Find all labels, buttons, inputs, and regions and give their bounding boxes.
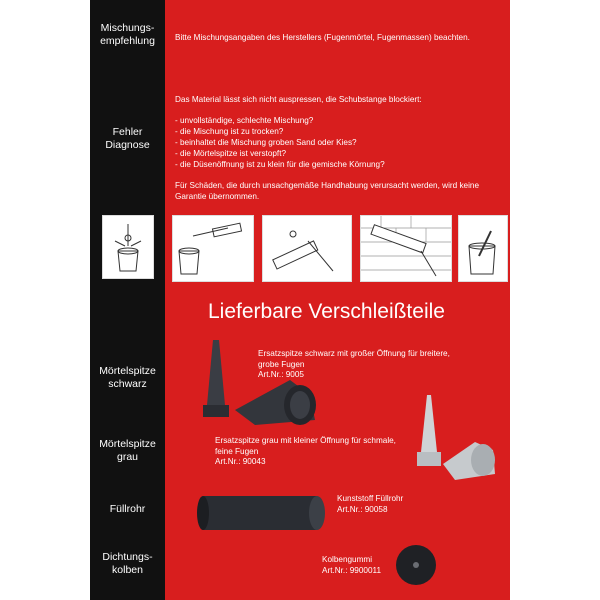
illustration-panel-mixing — [172, 215, 254, 282]
sidebar — [90, 0, 165, 600]
sidebar-label-mischung: Mischungs- empfehlung — [100, 22, 155, 47]
part-caption-schwarz: Ersatzspitze schwarz mit großer Öffnung für breitere, grobe Fugen Art.Nr.: 9005 — [258, 349, 450, 379]
illustration-panel-loading — [262, 215, 352, 282]
sidebar-label-fehler: Fehler Diagnose — [105, 126, 150, 151]
sidebar-label-spitze-grau: Mörtelspitze grau — [99, 438, 156, 463]
diagnose-item: - die Mischung ist zu trocken? — [175, 127, 284, 136]
part-caption-kolben: Kolbengummi Art.Nr.: 9900011 — [322, 555, 382, 575]
warranty-line: Garantie übernommen. — [175, 192, 260, 201]
illustration-panel-wall — [360, 215, 452, 282]
piston-rubber-image — [394, 543, 439, 593]
sidebar-label-kolben: Dichtungs- kolben — [102, 551, 153, 576]
warranty-line: Für Schäden, die durch unsachgemäße Handhabung verursacht werden, wird keine — [175, 181, 480, 190]
fill-tube-image — [195, 490, 330, 540]
illustration-panel-cleaning — [458, 215, 508, 282]
mischung-text: Bitte Mischungsangaben des Herstellers (Fugenmörtel, Fugenmassen) beachten. — [175, 33, 470, 42]
diagnose-item: - unvollständige, schlechte Mischung? — [175, 116, 314, 125]
part-caption-rohr: Kunststoff Füllrohr Art.Nr.: 90058 — [337, 494, 404, 514]
diagnose-intro: Das Material lässt sich nicht auspressen, die Schubstange blockiert: — [175, 95, 422, 104]
sidebar-label-spitze-schwarz: Mörtelspitze schwarz — [99, 365, 156, 390]
grey-nozzle-image — [405, 392, 500, 487]
section-heading: Lieferbare Verschleißteile — [208, 300, 445, 323]
diagnose-item: - die Mörtelspitze ist verstopft? — [175, 149, 287, 158]
sidebar-illustration — [102, 215, 154, 279]
sidebar-label-fuellrohr: Füllrohr — [109, 503, 146, 515]
diagnose-item: - beinhaltet die Mischung groben Sand oder Kies? — [175, 138, 357, 147]
part-caption-grau: Ersatzspitze grau mit kleiner Öffnung für schmale, feine Fugen Art.Nr.: 90043 — [215, 436, 396, 466]
diagnose-item: - die Düsenöffnung ist zu klein für die gemische Körnung? — [175, 160, 385, 169]
